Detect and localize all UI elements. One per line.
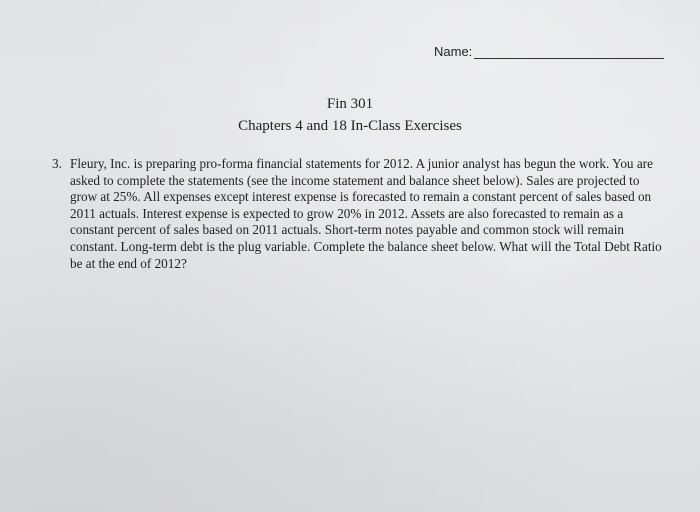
problem-number: 3. bbox=[52, 156, 62, 171]
problem-block bbox=[52, 156, 662, 272]
course-title: Fin 301 bbox=[326, 96, 374, 112]
name-label: Name: bbox=[434, 44, 473, 59]
name-blank-line bbox=[474, 58, 664, 59]
problem-text: Fleury, Inc. is preparing pro-forma financial statements for 2012. A junior analyst has begun the work. You are asked to complete the statements (see the income statement and balance sheet below). Sales are projected to grow at 25%. All expenses except interest expense is forecasted to remain a constant percent of sales based on 2011 actuals. Interest expense is expected to grow 20% in 2012. Assets are also forecasted to remain as a constant percent of sales based on 2011 actuals. Short-term notes payable and common stock will remain constant. Long-term debt is the plug variable. Complete the balance sheet below. What will the Total Debt Ratio be at the end of 2012? bbox=[70, 156, 662, 271]
page-subtitle: Chapters 4 and 18 In-Class Exercises bbox=[238, 118, 462, 134]
